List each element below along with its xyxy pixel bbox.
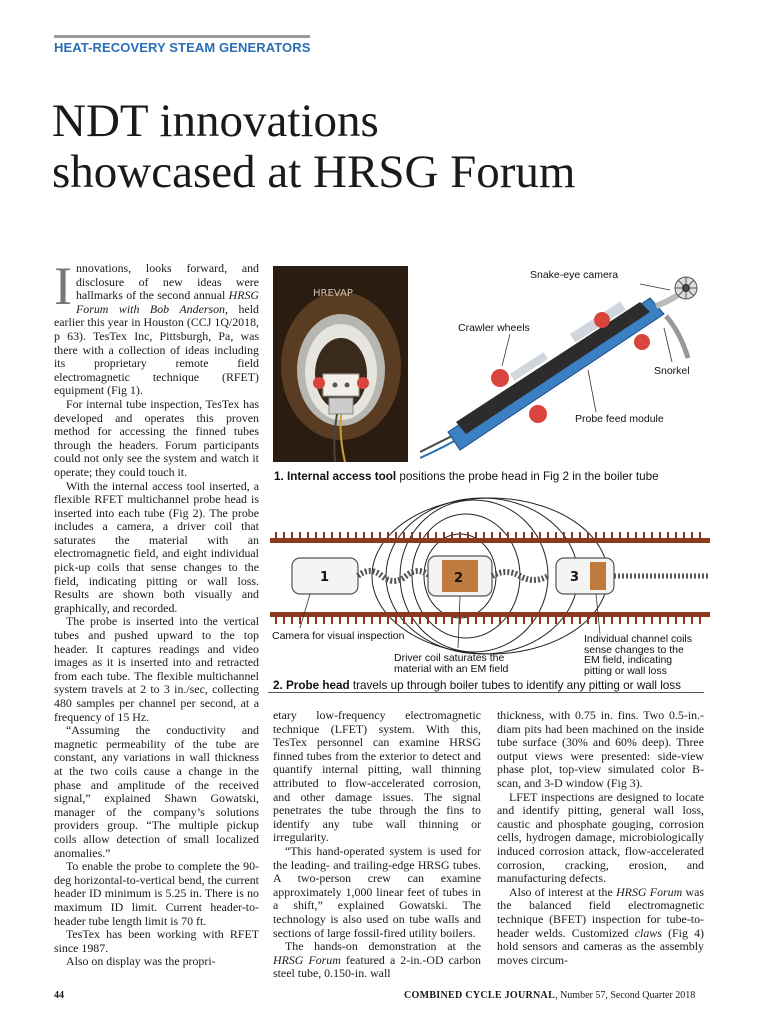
- paragraph: With the internal access tool inserted, a flexible RFET multichannel probe head is inserted into each tube (Fig 2). The probe includes a camera, a driver coil that saturates the material with an electromagnetic field, and eight individual pick-up coils that sense changes to the field, indicating pitting or wall loss. Results are shown both visually and graphically, and recorded.: [54, 478, 259, 615]
- callout-line: Individual channel coils: [584, 633, 692, 645]
- callout-snake-eye-camera: Snake-eye camera: [530, 269, 619, 281]
- text-run: The hands-on demonstration at the: [285, 939, 481, 954]
- callout-line: material with an EM field: [394, 663, 509, 675]
- text-run: (Fig 4) hold sensors and cameras as the assembly moves circum-: [497, 925, 704, 967]
- fig1-tube-photo: [273, 266, 408, 462]
- paragraph: etary low-frequency electromagnetic technique (LFET) system. With this, TesTex personnel can examine HRSG finned tubes from the exterior to detect and quantify internal pitting, wall thinning attributed to flow-accelerated corrosion, and other damage issues. The signal penetrates the tube through the fins to identify any tube wall thinning or irregularity.: [273, 708, 481, 845]
- body-column-3: [497, 709, 704, 967]
- callout-line: pitting or wall loss: [584, 664, 667, 677]
- tube-photo-illustration: [273, 266, 408, 462]
- callout-line: EM field, indicating: [584, 654, 673, 666]
- callout-camera-visual-inspection: Camera for visual inspection: [272, 630, 405, 642]
- callout-line: Driver coil saturates the: [394, 652, 505, 664]
- text-run-italic: HRSG Forum with Bob Anderson,: [75, 288, 259, 316]
- section-rule: [54, 35, 310, 38]
- text-run-italic: HRSG Forum: [273, 952, 341, 967]
- journal-footer: [404, 990, 695, 1001]
- text-run: was the balanced field electromagnetic technique (BFET) inspection for tube-to-header welds. Customized: [497, 884, 704, 940]
- journal-name: COMBINED CYCLE JOURNAL: [404, 990, 556, 1001]
- caption-lead: 1. Internal access tool: [274, 470, 397, 483]
- drop-cap: I: [54, 256, 72, 316]
- callout-probe-feed-module: Probe feed module: [575, 413, 664, 425]
- text-run-italic: HRSG Forum: [616, 884, 683, 899]
- paragraph: Also on display was the propri-: [66, 954, 216, 969]
- caption-lead: 2. Probe head: [273, 679, 350, 692]
- paragraph: “Assuming the conductivity and magnetic permeability of the tube are constant, any variations in wall thickness at the two coils cause a change in the phase and amplitude of the received signal,” explained Shawn Gowatski, manager of the company’s solutions providers group. “The multiple pickup coils allow detection of small localized anomalies.”: [54, 723, 259, 860]
- photo-marking: HREVAP: [313, 288, 353, 299]
- callout-line: sense changes to the: [584, 643, 684, 656]
- callout-channel-coils: [584, 634, 692, 676]
- paragraph: LFET inspections are designed to locate and identify pitting, general wall loss, caustic and phosphate gouging, corrosion cells, hydrogen damage, microbiologically induced corrosion attack, flow-accelerated corrosion, cracking, erosion, and manufacturing defects.: [497, 789, 704, 886]
- page-number: 44: [54, 990, 64, 1001]
- caption-text: positions the probe head in Fig 2 in the boiler tube: [396, 470, 659, 483]
- headline: [52, 96, 732, 198]
- text-run: held earlier this year in Houston (CCJ 1Q/2018, p 63). TesTex Inc, Pittsburgh, Pa, was there with a collection of ideas including its proprietary remote field electromagnetic technique (RFET) equipment (Fig 1).: [54, 301, 259, 398]
- probe-segment-1-label: 1: [320, 570, 330, 585]
- paragraph: “This hand-operated system is used for the leading- and trailing-edge HRSG tubes. A two-person crew can examine approximately 1,000 linear feet of tubes in a shift,” explained Gowatski. The technology is also used on tube walls and sections of large fossil-fired utility boilers.: [273, 843, 481, 940]
- paragraph: [273, 940, 481, 981]
- callout-snorkel: Snorkel: [654, 365, 690, 377]
- access-tool-illustration: [420, 262, 710, 462]
- text-run: Also of interest at the: [509, 884, 617, 899]
- paragraph: The probe is inserted into the vertical tubes and pushed upward to the top header. It captures readings and video images as it is inserted into and retracted from each tube. The flexible multichannel system travels at 2 to 3 in./sec, collecting 480 samples per channel per second, at a frequency of 15 Hz.: [54, 614, 259, 724]
- fig1-caption: [274, 470, 659, 483]
- probe-segment-3-label: 3: [570, 570, 580, 585]
- text-run-italic: claws: [634, 925, 662, 940]
- body-column-2: [273, 709, 481, 981]
- caption-text: travels up through boiler tubes to identify any pitting or wall loss: [349, 679, 681, 692]
- paragraph: [497, 886, 704, 968]
- fig1-internal-access-tool: [420, 262, 710, 462]
- body-column-1: [54, 256, 259, 969]
- paragraph: For internal tube inspection, TesTex has developed and operates this proven method for accessing the finned tubes through the headers. Forum participants could not only see the system and watch it operate; they could touch it.: [54, 396, 259, 479]
- headline-line-2: showcased at HRSG Forum: [52, 146, 576, 198]
- headline-line-1: NDT innovations: [52, 95, 379, 147]
- callout-driver-coil: [394, 653, 508, 675]
- paragraph: TesTex has been working with RFET since 1987.: [54, 927, 259, 955]
- text-run: featured a 2-in.-OD carbon steel tube, 0.150-in. wall: [273, 952, 481, 981]
- section-tag: HEAT-RECOVERY STEAM GENERATORS: [54, 40, 311, 55]
- paragraph: thickness, with 0.75 in. fins. Two 0.5-in.-diam pits had been machined on the inside tube surface (30% and 60% deep). Three output views were presented: side-view phase plot, top-view simulated color B-scan, and 3-D window (Fig 3).: [497, 708, 704, 790]
- callout-crawler-wheels: Crawler wheels: [458, 322, 530, 334]
- paragraph: To enable the probe to complete the 90-deg horizontal-to-vertical bend, the current header ID minimum is 5.25 in. There is no maximum ID limit. Current header-to-header tube length limit is 70 ft.: [54, 859, 259, 928]
- paragraph: [54, 256, 259, 398]
- figure-divider: [268, 692, 704, 693]
- journal-issue: , Number 57, Second Quarter 2018: [555, 990, 696, 1001]
- probe-segment-2-label: 2: [454, 571, 464, 586]
- text-run: nnovations, looks forward, and disclosure of new ideas were hallmarks of the second annual: [75, 261, 259, 303]
- fig2-caption: [273, 679, 681, 692]
